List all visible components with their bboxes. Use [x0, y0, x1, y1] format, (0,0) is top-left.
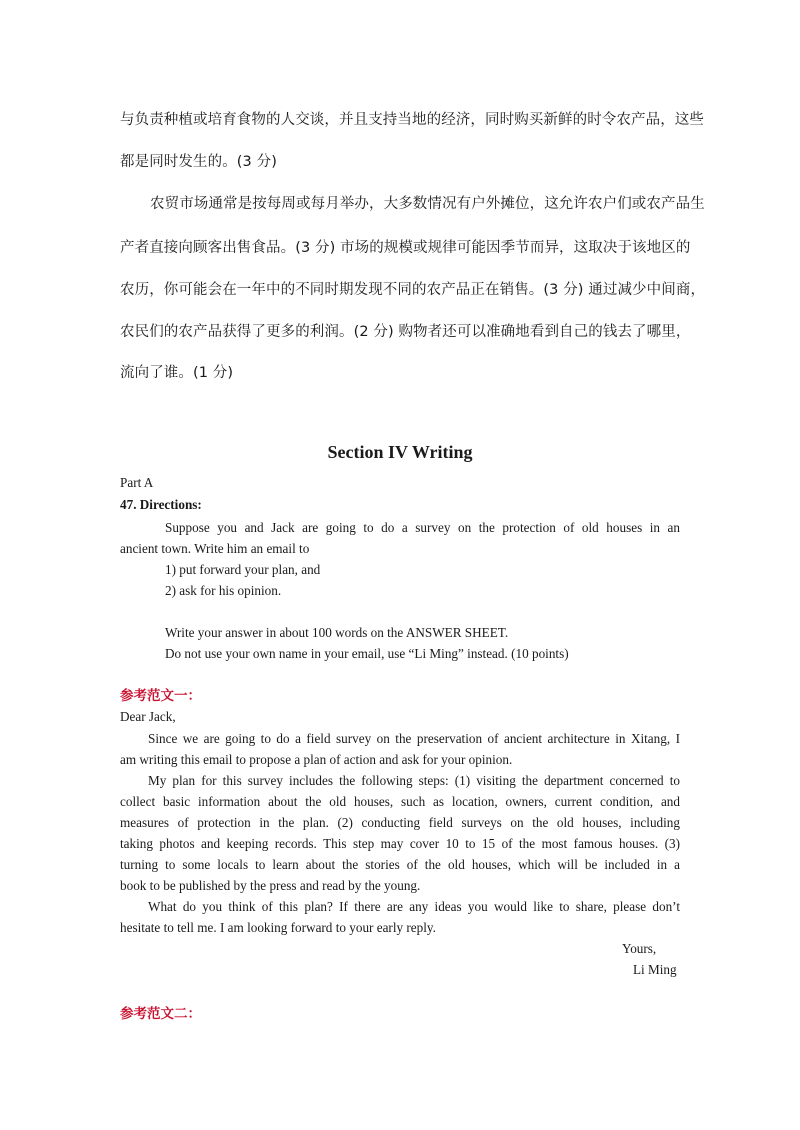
- part-label: Part A: [120, 475, 154, 490]
- email-line: am writing this email to propose a plan of action and ask for your opinion.: [120, 752, 513, 767]
- translation-line: 产者直接向顾客出售食品。(3 分) 市场的规模或规律可能因季节而异，这取决于该地区的: [120, 240, 691, 256]
- translation-line: 流向了谁。(1 分): [120, 365, 234, 381]
- sample-label-1: 参考范文一：: [120, 688, 201, 704]
- translation-line: 农民们的农产品获得了更多的利润。(2 分) 购物者还可以准确地看到自己的钱去了哪里，: [120, 324, 691, 340]
- email-signature: Li Ming: [633, 962, 677, 977]
- instruction-line: Do not use your own name in your email, use “Li Ming” instead. (10 points): [165, 646, 569, 661]
- directions-item: 1) put forward your plan, and: [165, 562, 321, 577]
- translation-line: 都是同时发生的。(3 分): [120, 154, 277, 170]
- sample-label-2: 参考范文二：: [120, 1006, 201, 1022]
- instruction-line: Write your answer in about 100 words on the ANSWER SHEET.: [165, 625, 509, 640]
- email-line: collect basic information about the old houses, such as location, owners, current condition, and: [120, 794, 680, 809]
- question-directions: 47. Directions:: [120, 497, 202, 512]
- section-title: Section IV Writing: [327, 442, 473, 462]
- email-line: My plan for this survey includes the following steps: (1) visiting the department concerned to: [148, 773, 680, 788]
- email-line: hesitate to tell me. I am looking forward to your early reply.: [120, 920, 436, 935]
- directions-line: Suppose you and Jack are going to do a survey on the protection of old houses in an: [165, 520, 680, 535]
- translation-line: 与负责种植或培育食物的人交谈，并且支持当地的经济，同时购买新鲜的时令农产品，这些: [120, 112, 704, 128]
- directions-item: 2) ask for his opinion.: [165, 583, 282, 598]
- email-closing: Yours,: [622, 941, 657, 956]
- email-greeting: Dear Jack,: [120, 709, 176, 724]
- email-line: What do you think of this plan? If there are any ideas you would like to share, please don’t: [148, 899, 680, 914]
- translation-line: 农贸市场通常是按每周或每月举办，大多数情况有户外摊位，这允许农户们或农产品生: [150, 196, 705, 212]
- email-line: measures of protection in the plan. (2) conducting field surveys on the old houses, including: [120, 815, 680, 830]
- directions-line: ancient town. Write him an email to: [120, 541, 310, 556]
- email-line: book to be published by the press and read by the young.: [120, 878, 421, 893]
- email-line: Since we are going to do a field survey on the preservation of ancient architecture in Xitang, I: [148, 731, 680, 746]
- translation-line: 农历，你可能会在一年中的不同时期发现不同的农产品正在销售。(3 分) 通过减少中间商，: [120, 282, 706, 298]
- email-line: turning to some locals to learn about the stories of the old houses, which will be included in a: [120, 857, 680, 872]
- email-line: taking photos and keeping records. This step may cover 10 to 15 of the most famous houses. (3): [120, 836, 680, 851]
